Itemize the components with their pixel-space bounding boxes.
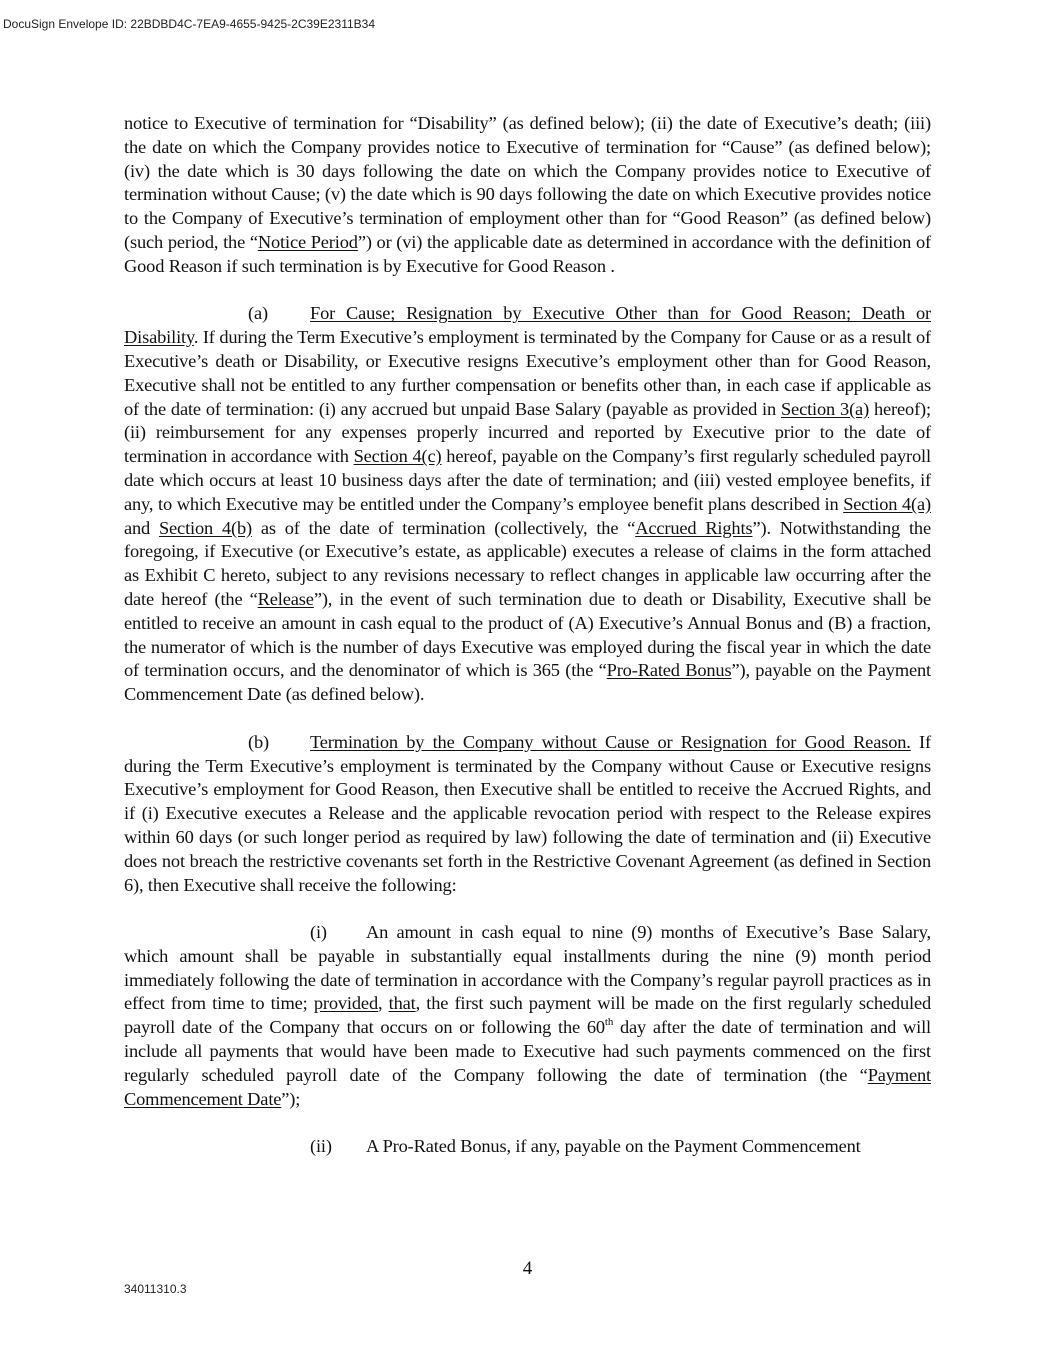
- item-i-label: (i): [310, 922, 327, 943]
- section-a-text-5: as of the date of termination (collectively, the “: [251, 517, 636, 538]
- item-i-text-2: ,: [378, 993, 389, 1014]
- section-b-paragraph: [124, 731, 931, 898]
- ref-section-4a: Section 4(a): [843, 493, 931, 514]
- section-b-label: (b): [248, 731, 269, 752]
- section-a-text-2: hereof); (ii) reimbursement for any expenses properly incurred and reported by Executive prior to the date of termination in accordance with: [124, 398, 931, 467]
- intro-paragraph: [124, 112, 931, 279]
- item-i-text-3: , the first such payment will be made on the first regularly scheduled payroll date of the Company that occurs on or following the 60: [124, 993, 932, 1038]
- document-body: [124, 112, 931, 1183]
- docusign-envelope-id: DocuSign Envelope ID: 22BDBD4C-7EA9-4655-9425-2C39E2311B34: [3, 17, 376, 31]
- section-a-text-8: ”), payable on the Payment Commencement Date (as defined below).: [124, 660, 931, 705]
- item-i-text-1: An amount in cash equal to nine (9) months of Executive’s Base Salary, which amount shall be payable in substantially equal installments during the nine (9) month period immediately following the date of termination in accordance with the Company’s regular payroll practices as in effect from time to time;: [124, 922, 931, 1014]
- section-a-text-3: hereof, payable on the Company’s first regularly scheduled payroll date which occurs at least 10 business days after the date of termination; and (iii) vested employee benefits, if any, to which Executive may be entitled under the Company’s employee benefit plans described in: [124, 446, 931, 514]
- defined-term-notice-period: Notice Period: [257, 231, 358, 252]
- ref-section-4b: Section 4(b): [158, 517, 252, 538]
- item-ii-label: (ii): [310, 1136, 332, 1157]
- section-a-text-7: ”), in the event of such termination due to death or Disability, Executive shall be entitled to receive an amount in cash equal to the product of (A) Executive’s Annual Bonus and (B) a fraction, the numerator of which is the number of days Executive was employed during the fiscal year in which the date of termination occurs, and the denominator of which is 365 (the “: [124, 588, 931, 681]
- defined-term-payment-commencement-date: Payment Commencement Date: [124, 1064, 931, 1109]
- ordinal-superscript: th: [604, 1016, 614, 1029]
- item-i-text-4: day after the date of termination and will include all payments that would have been made to Executive had such payments commenced on the first regularly scheduled payroll date of the Company following the date of termination (the “: [124, 1017, 931, 1085]
- term-that: that: [388, 993, 416, 1014]
- ref-section-4c: Section 4(c): [353, 446, 442, 467]
- defined-term-pro-rated-bonus: Pro-Rated Bonus: [606, 660, 732, 681]
- item-i-text-5: ”);: [281, 1088, 301, 1109]
- section-a-text-6: ”). Notwithstanding the foregoing, if Executive (or Executive’s estate, as applicable) executes a release of claims in the form attached as Exhibit C hereto, subject to any revisions necessary to reflect changes in applicable law occurring after the date hereof (the “: [124, 517, 931, 609]
- section-a-text-1: . If during the Term Executive’s employment is terminated by the Company for Cause or as a result of Executive’s death or Disability, or Executive resigns Executive’s employment other than for Good Reason, Executive shall not be entitled to any further compensation or benefits other than, in each case if applicable as of the date of termination: (i) any accrued but unpaid Base Salary (payable as provided in: [124, 327, 931, 419]
- ref-section-3a: Section 3(a): [780, 398, 870, 419]
- term-provided: provided: [313, 993, 378, 1014]
- section-b-heading: Termination by the Company without Cause or Resignation for Good Reason.: [310, 731, 911, 752]
- section-a-label: (a): [248, 303, 268, 324]
- section-a-text-4: and: [124, 517, 159, 538]
- item-i-paragraph: [124, 921, 931, 1111]
- defined-term-release: Release: [257, 588, 314, 609]
- item-ii-paragraph: [124, 1135, 931, 1159]
- page-number: 4: [522, 1258, 533, 1279]
- defined-term-accrued-rights: Accrued Rights: [635, 517, 753, 538]
- intro-text-1: notice to Executive of termination for “Disability” (as defined below); (ii) the date of Executive’s death; (iii) the date on which the Company provides notice to Executive of termination for “Cause” (as defined below); (iv) the date which is 30 days following the date on which the Company provides notice to Executive of termination without Cause; (v) the date which is 90 days following the date on which Executive provides notice to the Company of Executive’s termination of employment other than for “Good Reason” (as defined below) (such period, the “: [124, 113, 931, 252]
- item-ii-text-1: A Pro-Rated Bonus, if any, payable on the Payment Commencement: [366, 1136, 861, 1157]
- section-a-paragraph: [124, 302, 931, 707]
- intro-text-2: ”) or (vi) the applicable date as determined in accordance with the definition of Good Reason if such termination is by Executive for Good Reason .: [124, 231, 931, 276]
- section-b-text-1: If during the Term Executive’s employment is terminated by the Company without Cause or Executive resigns Executive’s employment for Good Reason, then Executive shall be entitled to receive the Accrued Rights, and if (i) Executive executes a Release and the applicable revocation period with respect to the Release expires within 60 days (or such longer period as required by law) following the date of termination and (ii) Executive does not breach the restrictive covenants set forth in the Restrictive Covenant Agreement (as defined in Section 6), then Executive shall receive the following:: [124, 731, 931, 895]
- document-id: 34011310.3: [124, 1282, 187, 1296]
- section-a-heading: For Cause; Resignation by Executive Other than for Good Reason; Death or Disability: [124, 303, 931, 348]
